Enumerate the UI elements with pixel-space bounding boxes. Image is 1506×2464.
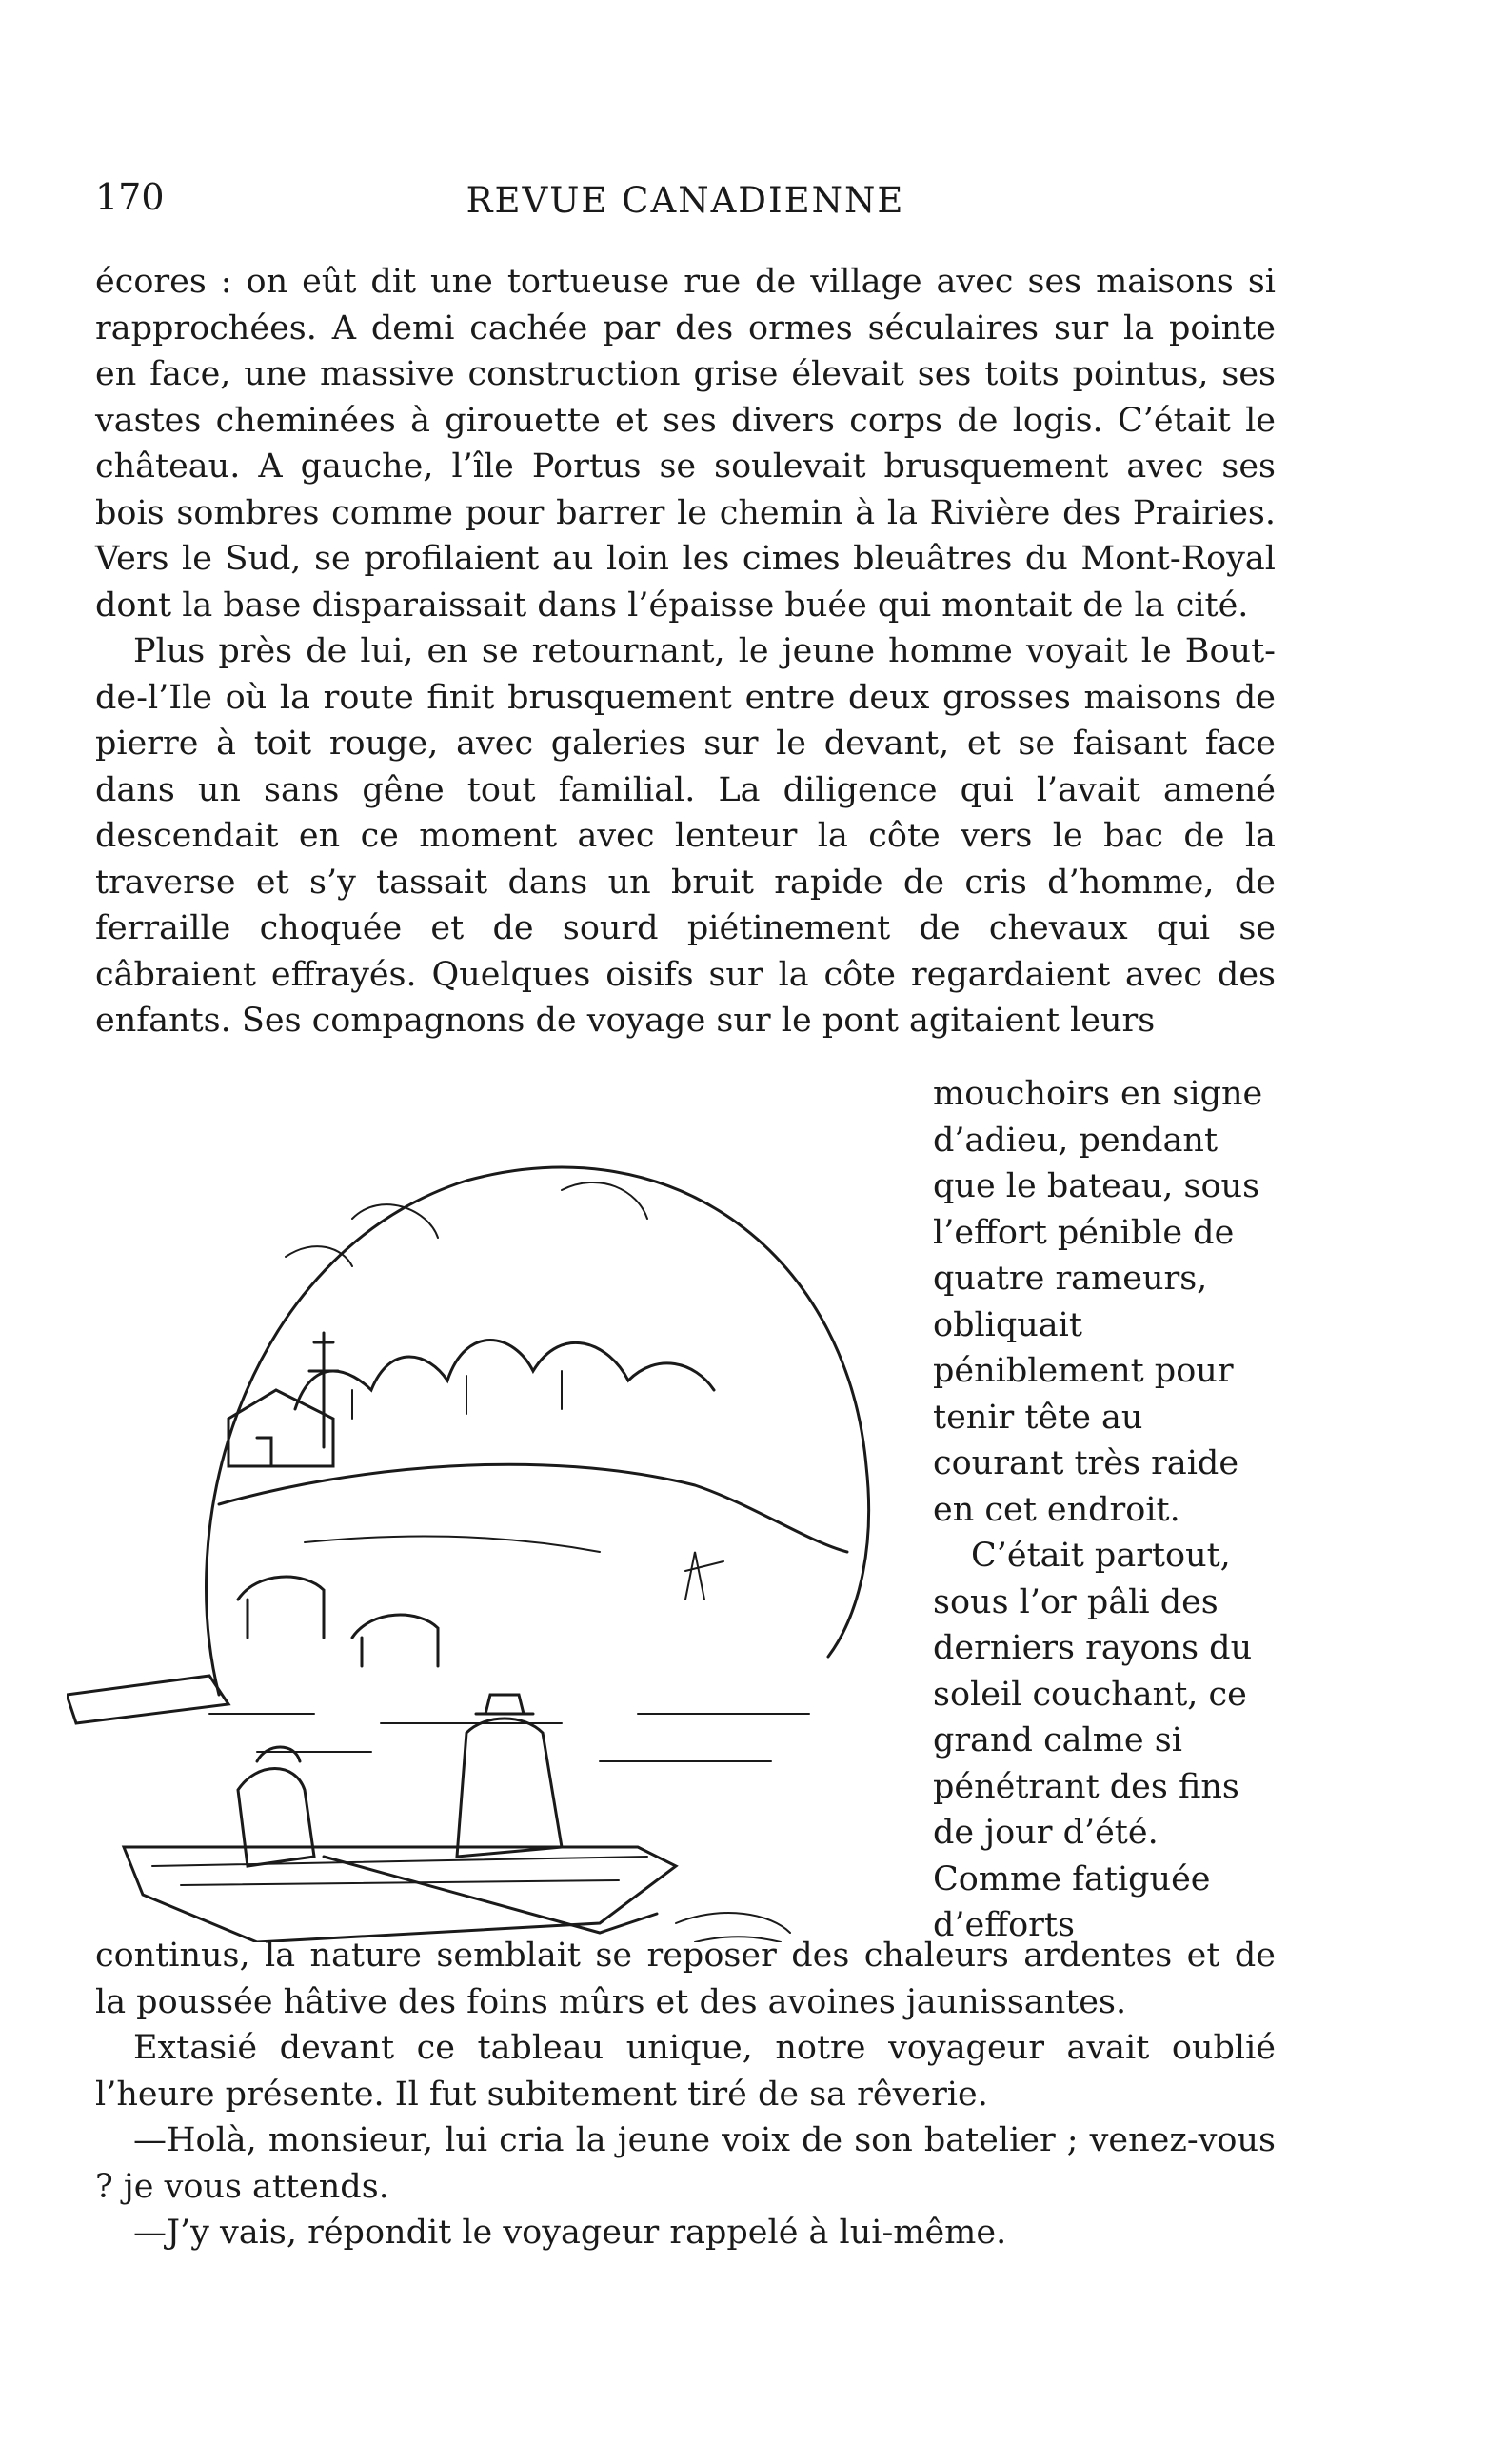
page-header: [95, 176, 1276, 233]
paragraph-4: Extasié devant ce tableau unique, notre voyageur avait oublié l’heure présente. Il fut subitement tiré de sa rêverie.: [95, 2029, 1276, 2114]
paragraph-2: Plus près de lui, en se retournant, le jeune homme voyait le Bout-de-l’Ile où la route finit brusquement entre deux grosses maisons de pierre à toit rouge, avec galeries sur le devant, et se faisant face dans un sans gêne tout familial. La diligence qui l’avait amené descendait en ce moment avec lenteur la côte vers le bac de la traverse et s’y tassait dans un bruit rapide de cris d’homme, de ferraille choquée et de sourd piétinement de chevaux qui se câbraient effrayés. Quelques oisifs sur la côte regardaient avec des enfants. Ses compagnons de voyage sur le pont agitaient leurs: [95, 632, 1276, 1040]
vignette-border: [207, 1167, 869, 1695]
paragraph-3-continued: continus, la nature semblait se reposer des chaleurs ardentes et de la poussée hâtive des foins mûrs et des avoines jaunissantes.: [95, 1937, 1276, 2021]
paragraph-3: C’était partout, sous l’or pâli des derniers rayons du soleil couchant, ce grand calme si pénétrant des fins de jour d’été. Comme fatiguée d’efforts: [933, 1537, 1253, 1944]
running-title: REVUE CANADIENNE: [466, 180, 905, 221]
paragraph-6: —J’y vais, répondit le voyageur rappelé à lui-même.: [133, 2214, 1007, 2252]
page-number: 170: [95, 176, 165, 218]
passenger-figure: [457, 1695, 562, 1857]
text-block-top: [95, 259, 1276, 1044]
paragraph-2-continued: mouchoirs en signe d’adieu, pendant que le bateau, sous l’effort pénible de quatre rameurs, obliquait péniblement pour tenir tête au courant très raide en cet endroit.: [933, 1075, 1263, 1529]
text-block-bottom: [95, 1933, 1276, 2256]
house: [228, 1390, 333, 1466]
oar: [324, 1857, 657, 1933]
cows: [238, 1577, 438, 1666]
paragraph-5: —Holà, monsieur, lui cria la jeune voix de son batelier ; venez-vous ? je vous attends.: [95, 2121, 1276, 2206]
dock: [67, 1676, 228, 1723]
text-column-right: [933, 1071, 1276, 1949]
paragraph-1: écores : on eût dit une tortueuse rue de village avec ses maisons si rapprochées. A demi cachée par des ormes séculaires sur la pointe en face, une massive construction grise élevait ses toits pointus, ses vastes cheminées à girouette et ses divers corps de logis. C’était le château. A gauche, l’île Portus se soulevait brusquement avec ses bois sombres comme pour barrer le chemin à la Rivière des Prairies. Vers le Sud, se profilaient au loin les cimes bleuâtres du Mont-Royal dont la base disparaissait dans l’épaisse buée qui montait de la cité.: [95, 263, 1276, 625]
rowboat-illustration: [67, 1104, 904, 1942]
tree-line: [295, 1341, 714, 1410]
